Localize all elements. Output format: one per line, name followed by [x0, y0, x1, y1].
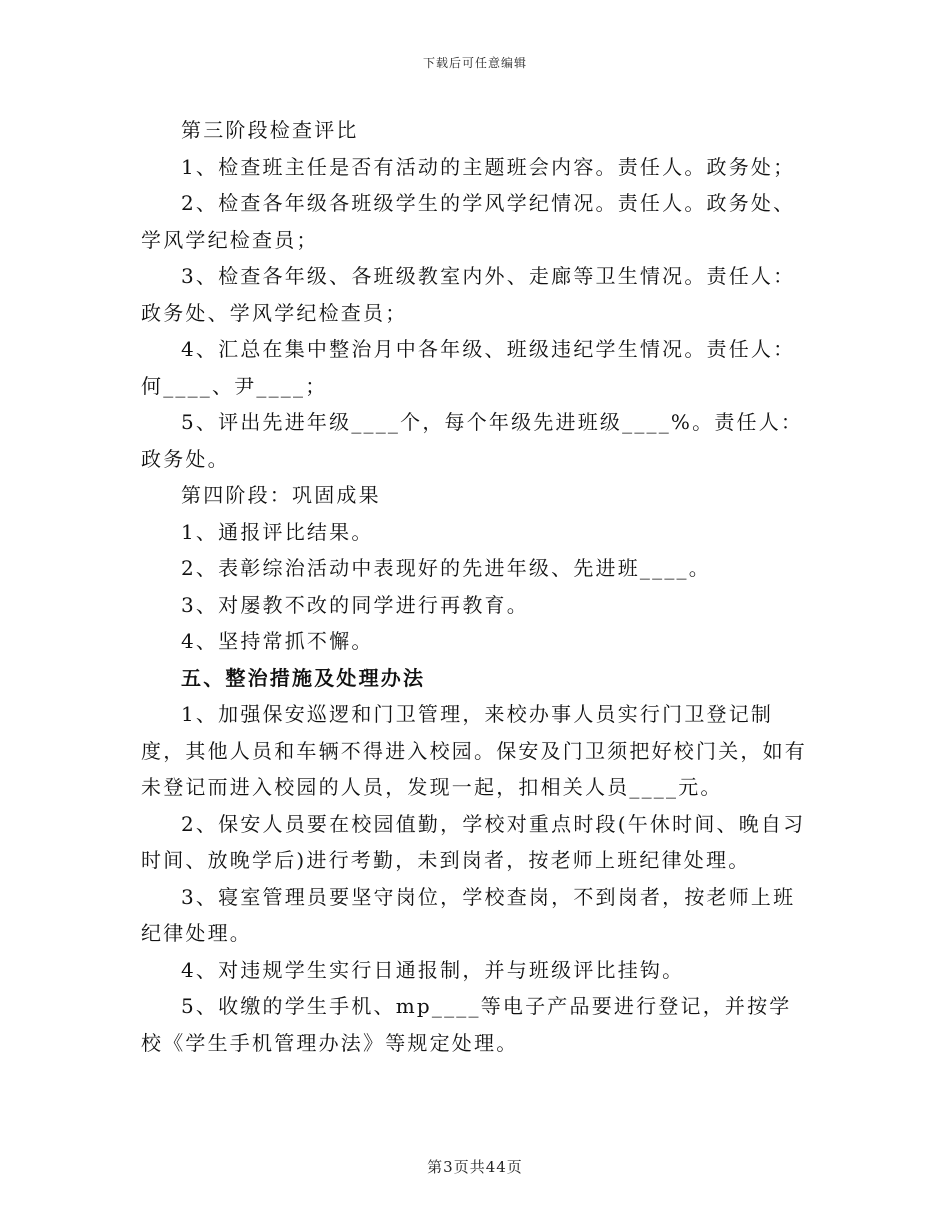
page-header: 下载后可任意编辑: [422, 56, 527, 70]
paragraph: 3、检查各年级、各班级教室内外、走廊等卫生情况。责任人：政务处、学风学纪检查员；: [141, 264, 796, 325]
page-footer: 第3页共44页: [427, 1158, 523, 1176]
paragraph: 1、加强保安巡逻和门卫管理，来校办事人员实行门卫登记制度，其他人员和车辆不得进入校园。保安及门卫须把好校门关，如有未登记而进入校园的人员，发现一起，扣相关人员____元。: [141, 702, 807, 799]
paragraph: 4、对违规学生实行日通报制，并与班级评比挂钩。: [181, 957, 685, 982]
paragraph: 4、汇总在集中整治月中各年级、班级违纪学生情况。责任人：何____、尹____；: [141, 337, 796, 398]
paragraph: 5、收缴的学生手机、mp____等电子产品要进行登记，并按学校《学生手机管理办法》等规定处理。: [141, 994, 792, 1055]
paragraph: 2、表彰综治活动中表现好的先进年级、先进班____。: [181, 556, 711, 580]
section-heading-stage-4: 第四阶段：巩固成果: [181, 483, 381, 507]
paragraph: 3、寝室管理员要坚守岗位，学校查岗，不到岗者，按老师上班纪律处理。: [141, 884, 796, 945]
paragraph: 1、通报评比结果。: [181, 519, 374, 544]
document-body: [141, 112, 811, 1061]
paragraph: 3、对屡教不改的同学进行再教育。: [181, 592, 529, 617]
paragraph: 5、评出先进年级____个，每个年级先进班级____%。责任人：政务处。: [141, 410, 804, 471]
paragraph: 2、保安人员要在校园值勤，学校对重点时段(午休时间、晚自习时间、放晚学后)进行考勤，未到岗者，按老师上班纪律处理。: [141, 811, 806, 872]
paragraph: 4、坚持常抓不懈。: [181, 629, 374, 653]
section-heading-stage-3: 第三阶段检查评比: [181, 118, 359, 142]
paragraph: 2、检查各年级各班级学生的学风学纪情况。责任人。政务处、学风学纪检查员；: [141, 191, 796, 252]
section-heading-measures: 五、整治措施及处理办法: [181, 665, 426, 690]
paragraph: 1、检查班主任是否有活动的主题班会内容。责任人。政务处；: [181, 154, 796, 179]
